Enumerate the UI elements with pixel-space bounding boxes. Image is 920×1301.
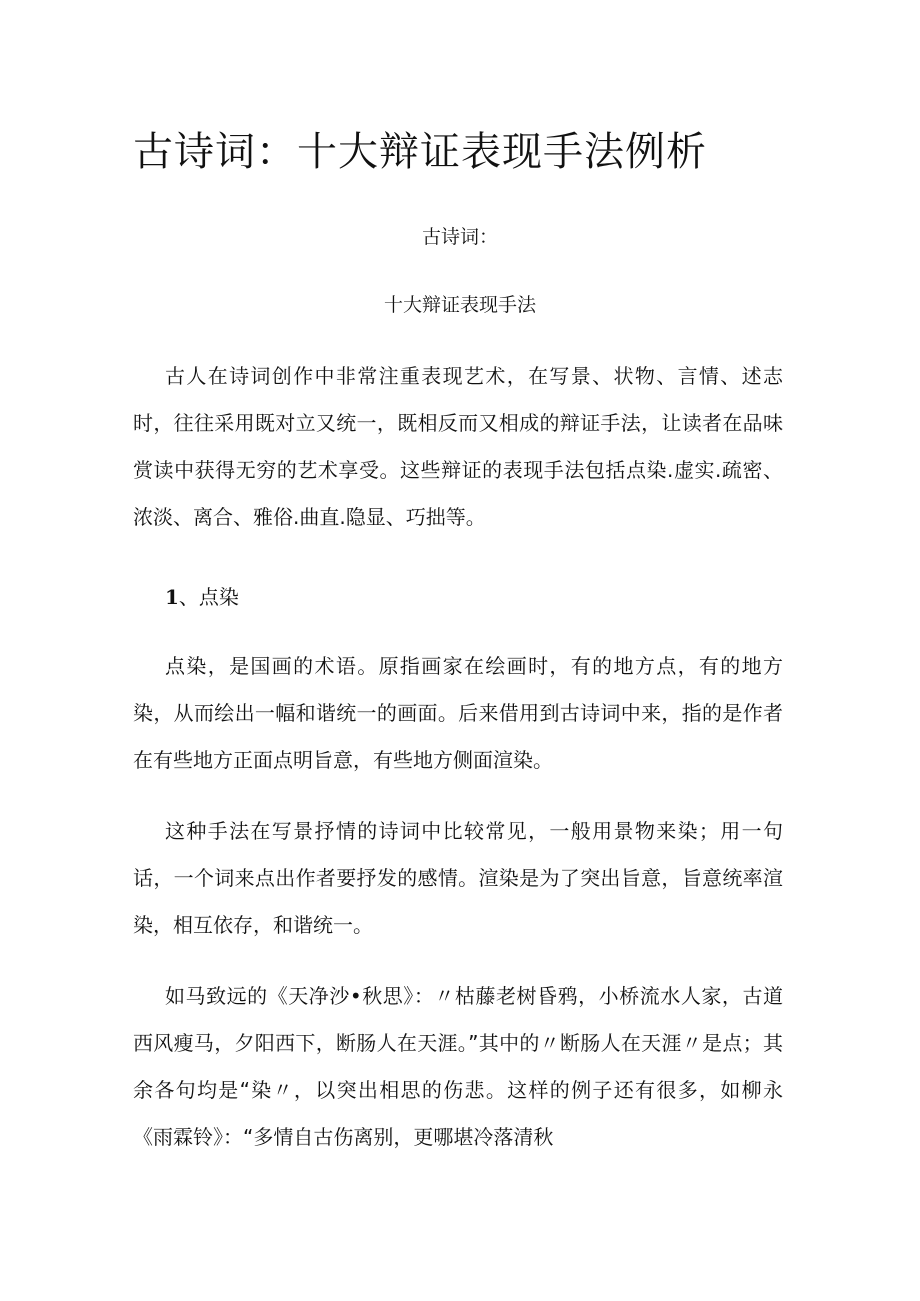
body-paragraph-usage: 这种手法在写景抒情的诗词中比较常见，一般用景物来染；用一句话，一个词来点出作者要抒发的感情。渲染是为了突出旨意，旨意统率渲染，相互依存，和谐统一。	[133, 819, 783, 937]
section-number: 1	[165, 585, 179, 609]
subheading-ten-techniques: 十大辩证表现手法	[383, 294, 536, 316]
document-title: 古诗词：十大辩证表现手法例析	[133, 129, 707, 175]
body-paragraph-definition: 点染，是国画的术语。原指画家在绘画时，有的地方点，有的地方染，从而绘出一幅和谐统一的画面。后来借用到古诗词中来，指的是作者在有些地方正面点明旨意，有些地方侧面渲染。	[133, 654, 783, 772]
body-paragraph-example: 如马致远的《天净沙•秋思》：〃枯藤老树昏鸦，小桥流水人家，古道西风瘦马，夕阳西下，断肠人在天涯。”其中的〃断肠人在天涯〃是点；其余各句均是“染〃，以突出相思的伤悲。这样的例子还有很多，如柳永《雨霖铃》：“多情自古伤离别，更哪堪冷落清秋	[133, 984, 783, 1149]
subheading-ancient-poetry: 古诗词：	[421, 226, 498, 248]
section-heading-dianran	[165, 582, 239, 612]
intro-paragraph: 古人在诗词创作中非常注重表现艺术，在写景、状物、言情、述志时，往往采用既对立又统一，既相反而又相成的辩证手法，让读者在品味赏读中获得无穷的艺术享受。这些辩证的表现手法包括点染.虚实.疏密、浓淡、离合、雅俗.曲直.隐显、巧拙等。	[133, 364, 783, 529]
section-title: 、点染	[178, 585, 239, 609]
